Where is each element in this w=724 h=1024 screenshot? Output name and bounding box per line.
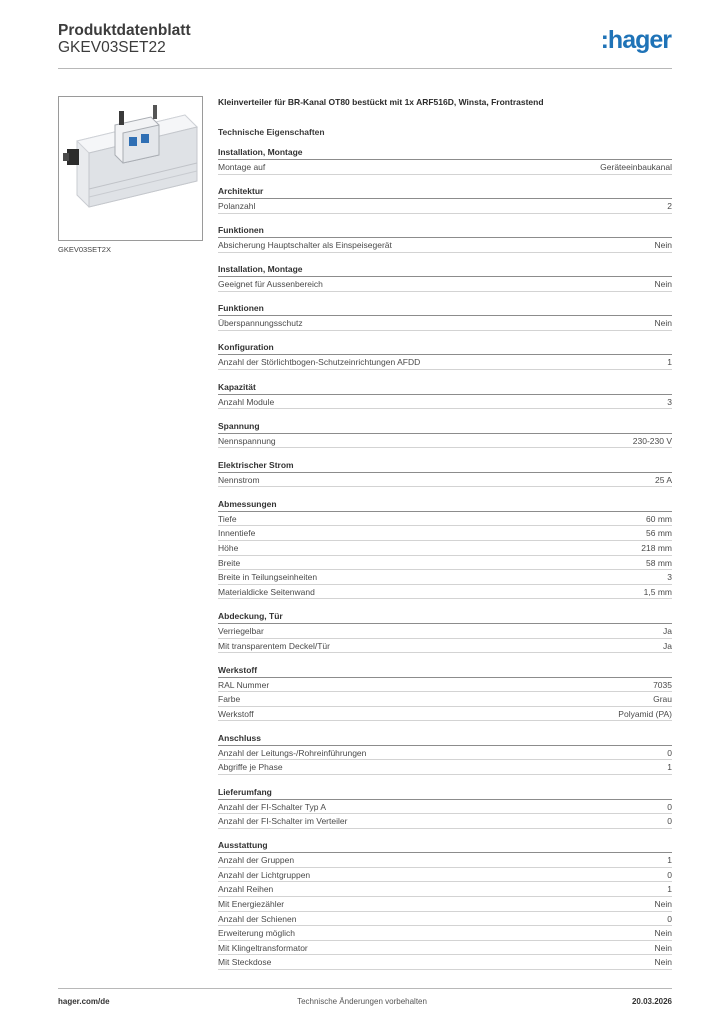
spec-row (218, 199, 672, 214)
spec-value: 1,5 mm (643, 586, 672, 597)
spec-value: 3 (667, 572, 672, 583)
spec-label: Farbe (218, 694, 241, 705)
spec-value: Nein (654, 318, 672, 329)
spec-group-title: Installation, Montage (218, 146, 672, 160)
image-caption: GKEV03SET2X (58, 245, 111, 254)
spec-row (218, 897, 672, 912)
spec-row (218, 941, 672, 956)
spec-value: Polyamid (PA) (618, 708, 672, 719)
spec-group (218, 839, 672, 970)
spec-label: Absicherung Hauptschalter als Einspeisegerät (218, 240, 392, 251)
spec-value: Nein (654, 928, 672, 939)
spec-group-title: Abmessungen (218, 498, 672, 512)
spec-label: Anzahl der FI-Schalter Typ A (218, 801, 327, 812)
spec-row (218, 556, 672, 571)
footer-divider (58, 988, 672, 989)
spec-row (218, 707, 672, 722)
spec-label: Mit transparentem Deckel/Tür (218, 640, 330, 651)
spec-label: Anzahl der Lichtgruppen (218, 869, 311, 880)
spec-row (218, 316, 672, 331)
spec-group (218, 224, 672, 253)
spec-label: Verriegelbar (218, 625, 264, 636)
spec-row (218, 678, 672, 693)
spec-row (218, 692, 672, 707)
page-header (58, 22, 672, 68)
spec-row (218, 277, 672, 292)
spec-row (218, 160, 672, 175)
spec-group (218, 459, 672, 488)
spec-row (218, 434, 672, 449)
spec-row (218, 473, 672, 488)
spec-group (218, 664, 672, 722)
spec-label: Tiefe (218, 513, 237, 524)
spec-row (218, 639, 672, 654)
spec-value: Grau (653, 694, 672, 705)
spec-label: Breite in Teilungseinheiten (218, 572, 318, 583)
spec-row (218, 955, 672, 970)
spec-value: Nein (654, 899, 672, 910)
spec-value: 1 (667, 855, 672, 866)
spec-group (218, 302, 672, 331)
spec-row (218, 912, 672, 927)
spec-value: 2 (667, 201, 672, 212)
spec-group (218, 610, 672, 653)
spec-label: Erweiterung möglich (218, 928, 296, 939)
spec-groups (218, 146, 672, 970)
spec-label: RAL Nummer (218, 679, 270, 690)
spec-label: Anzahl der Schienen (218, 913, 297, 924)
spec-value: 218 mm (641, 543, 672, 554)
footer-notice: Technische Änderungen vorbehalten (297, 997, 427, 1006)
spec-row (218, 760, 672, 775)
header-divider (58, 68, 672, 69)
spec-group-title: Architektur (218, 185, 672, 199)
spec-value: 1 (667, 357, 672, 368)
spec-group (218, 263, 672, 292)
spec-row (218, 541, 672, 556)
spec-group-title: Kapazität (218, 381, 672, 395)
spec-label: Polanzahl (218, 201, 256, 212)
spec-value: 0 (667, 816, 672, 827)
footer-website: hager.com/de (58, 997, 110, 1006)
spec-value: Ja (663, 625, 672, 636)
spec-value: 0 (667, 869, 672, 880)
spec-group-title: Abdeckung, Tür (218, 610, 672, 624)
spec-row (218, 853, 672, 868)
spec-value: 0 (667, 913, 672, 924)
spec-label: Anzahl Reihen (218, 884, 274, 895)
spec-label: Breite (218, 557, 241, 568)
spec-label: Montage auf (218, 162, 266, 172)
spec-label: Anzahl der FI-Schalter im Verteiler (218, 816, 348, 827)
spec-value: Nein (654, 279, 672, 290)
spec-group-title: Konfiguration (218, 341, 672, 355)
spec-label: Anzahl der Leitungs-/Rohreinführungen (218, 747, 367, 758)
spec-row (218, 526, 672, 541)
product-image (58, 96, 203, 241)
spec-row (218, 395, 672, 410)
spec-label: Werkstoff (218, 708, 254, 719)
spec-row (218, 238, 672, 253)
spec-value: 25 A (654, 474, 672, 485)
spec-value: 1 (667, 884, 672, 895)
spec-label: Anzahl Module (218, 396, 275, 407)
spec-group (218, 498, 672, 600)
spec-value: 0 (667, 801, 672, 812)
spec-group-title: Lieferumfang (218, 786, 672, 800)
spec-row (218, 882, 672, 897)
spec-value: 60 mm (646, 513, 672, 524)
product-description: Kleinverteiler für BR-Kanal OT80 bestückt mit 1x ARF516D, Winsta, Frontrastend (218, 97, 544, 107)
distribution-box-illustration (59, 97, 202, 240)
spec-label: Materialdicke Seitenwand (218, 586, 315, 597)
spec-group-title: Installation, Montage (218, 263, 672, 277)
spec-group (218, 341, 672, 370)
spec-label: Mit Klingeltransformator (218, 942, 308, 953)
spec-value: 230-230 V (632, 435, 672, 446)
spec-value: Ja (663, 640, 672, 651)
spec-row (218, 800, 672, 815)
spec-label: Abgriffe je Phase (218, 762, 283, 773)
spec-label: Überspannungsschutz (218, 318, 303, 329)
spec-label: Höhe (218, 543, 239, 554)
spec-group (218, 146, 672, 175)
spec-group (218, 185, 672, 214)
spec-label: Anzahl der Störlichtbogen-Schutzeinrichtungen AFDD (218, 357, 421, 368)
spec-label: Anzahl der Gruppen (218, 855, 295, 866)
spec-group (218, 420, 672, 449)
spec-value: 56 mm (646, 528, 672, 539)
spec-row (218, 512, 672, 527)
spec-section (218, 96, 672, 970)
spec-row (218, 570, 672, 585)
spec-row (218, 814, 672, 829)
spec-value: Geräteeinbaukanal (600, 162, 672, 172)
spec-group (218, 786, 672, 829)
spec-value: Nein (654, 240, 672, 251)
spec-value: 0 (667, 747, 672, 758)
spec-value: 58 mm (646, 557, 672, 568)
spec-group-title: Funktionen (218, 302, 672, 316)
spec-value: Nein (654, 957, 672, 968)
spec-group (218, 732, 672, 775)
spec-group-title: Anschluss (218, 732, 672, 746)
spec-label: Nennspannung (218, 435, 276, 446)
spec-label: Innentiefe (218, 528, 256, 539)
spec-row (218, 585, 672, 600)
spec-row (218, 868, 672, 883)
spec-label: Mit Energiezähler (218, 899, 285, 910)
spec-value: 1 (667, 762, 672, 773)
spec-value: Nein (654, 942, 672, 953)
spec-row (218, 746, 672, 761)
spec-group-title: Elektrischer Strom (218, 459, 672, 473)
footer-date: 20.03.2026 (631, 997, 672, 1006)
document-title: Produktdatenblatt (58, 22, 191, 39)
spec-value: 3 (667, 396, 672, 407)
spec-label: Mit Steckdose (218, 957, 272, 968)
spec-row (218, 355, 672, 370)
spec-label: Geeignet für Aussenbereich (218, 279, 323, 290)
spec-group-title: Spannung (218, 420, 672, 434)
hager-logo (590, 26, 672, 56)
spec-group-title: Ausstattung (218, 839, 672, 853)
spec-value: 7035 (653, 679, 672, 690)
logo-text: :hager (600, 26, 671, 54)
spec-label: Nennstrom (218, 474, 260, 485)
spec-row (218, 624, 672, 639)
product-code: GKEV03SET22 (58, 39, 166, 56)
technical-properties-heading: Technische Eigenschaften (218, 127, 325, 137)
spec-group-title: Werkstoff (218, 664, 672, 678)
spec-row (218, 926, 672, 941)
spec-group-title: Funktionen (218, 224, 672, 238)
spec-group (218, 381, 672, 410)
